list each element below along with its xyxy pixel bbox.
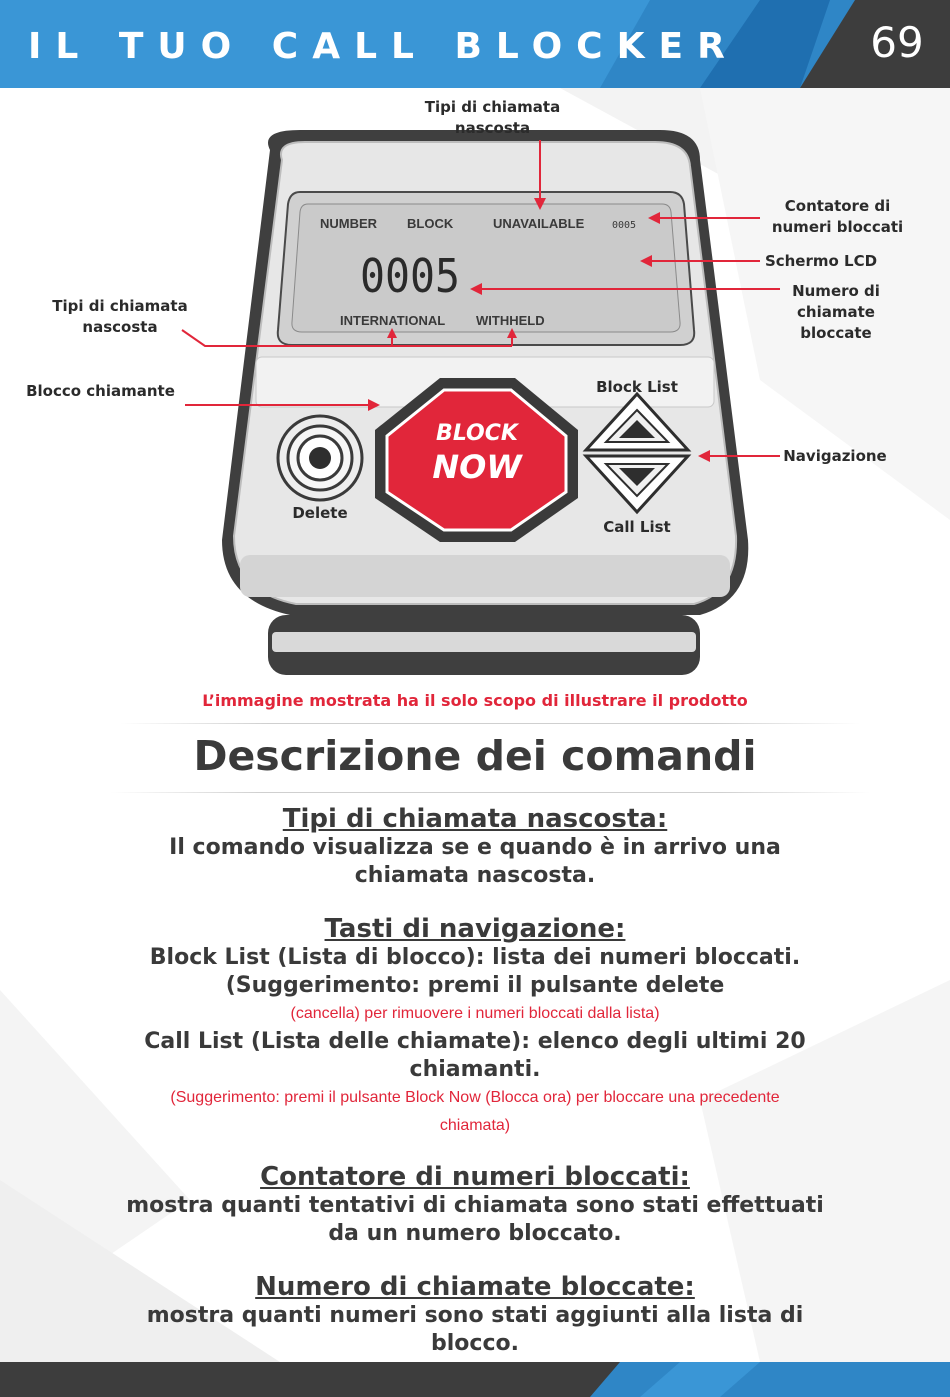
annotation-lcd-screen: Schermo LCD (764, 252, 878, 270)
text-line: chiamanti. (409, 1057, 541, 1082)
text-line: mostra quanti tentativi di chiamata sono stati effettuati (126, 1193, 824, 1218)
hint-note: (cancella) per rimuovere i numeri bloccati dalla lista) (290, 1005, 660, 1022)
text-line: chiamata nascosta. (354, 863, 596, 888)
block-now-label-line2: NOW (432, 448, 522, 486)
text-line: blocco. (431, 1331, 519, 1356)
disclaimer: L’immagine mostrata ha il solo scopo di illustrare il prodotto (202, 691, 748, 710)
delete-label: Delete (292, 504, 348, 522)
heading-hidden-calls: Tipi di chiamata nascosta: (282, 804, 668, 834)
lcd-label-block: BLOCK (407, 216, 454, 231)
text-line: Il comando visualizza se e quando è in arrivo una (169, 835, 781, 860)
lcd-label-international: INTERNATIONAL (340, 313, 446, 328)
text-line: Call List (Lista delle chiamate): elenco degli ultimi 20 (144, 1029, 806, 1054)
heading-navigation: Tasti di navigazione: (324, 914, 626, 944)
lcd-big-counter: 0005 (360, 249, 460, 303)
text-line: (Suggerimento: premi il pulsante delete (225, 973, 725, 998)
block-list-label: Block List (596, 378, 678, 396)
section-title: Descrizione dei comandi (193, 732, 757, 780)
text-line: da un numero bloccato. (328, 1221, 622, 1246)
heading-blocked-calls: Numero di chiamate bloccate: (255, 1272, 695, 1302)
text-line: mostra quanti numeri sono stati aggiunti alla lista di (146, 1303, 804, 1328)
header-title: IL TUO CALL BLOCKER (28, 26, 739, 67)
block-now-label-line1: BLOCK (436, 421, 518, 446)
section-blocked-calls (60, 1272, 890, 1358)
section-navigation (60, 914, 890, 1140)
annotation-block-caller: Blocco chiamante (26, 382, 175, 400)
divider-bottom (110, 792, 870, 793)
page-number: 69 (870, 18, 924, 67)
page-header (0, 0, 950, 88)
delete-button-graphic (278, 416, 362, 500)
lcd-label-unavailable: UNAVAILABLE (493, 216, 585, 231)
annotation-hidden-call-top: Tipi di chiamata nascosta (424, 98, 561, 137)
hint-note: (Suggerimento: premi il pulsante Block Now (Blocca ora) per bloccare una precedente (170, 1089, 780, 1106)
call-list-label: Call List (603, 518, 671, 536)
annotation-navigation: Navigazione (783, 447, 887, 465)
lcd-small-counter: 0005 (612, 220, 637, 231)
text-line: Block List (Lista di blocco): lista dei numeri bloccati. (149, 945, 801, 970)
page-footer (0, 1362, 950, 1397)
annotation-counter: Contatore di numeri bloccati (771, 197, 904, 236)
heading-counter: Contatore di numeri bloccati: (260, 1162, 690, 1192)
divider-top (120, 723, 860, 724)
section-hidden-calls (60, 804, 890, 890)
lcd-label-withheld: WITHHELD (476, 313, 545, 328)
lcd-label-number: NUMBER (320, 216, 378, 231)
annotation-hidden-call-left: Tipi di chiamata nascosta (52, 297, 188, 336)
section-counter (60, 1162, 890, 1248)
hint-note: chiamata) (439, 1117, 511, 1134)
annotation-blocked-calls: Numero di chiamate bloccate (792, 282, 880, 342)
